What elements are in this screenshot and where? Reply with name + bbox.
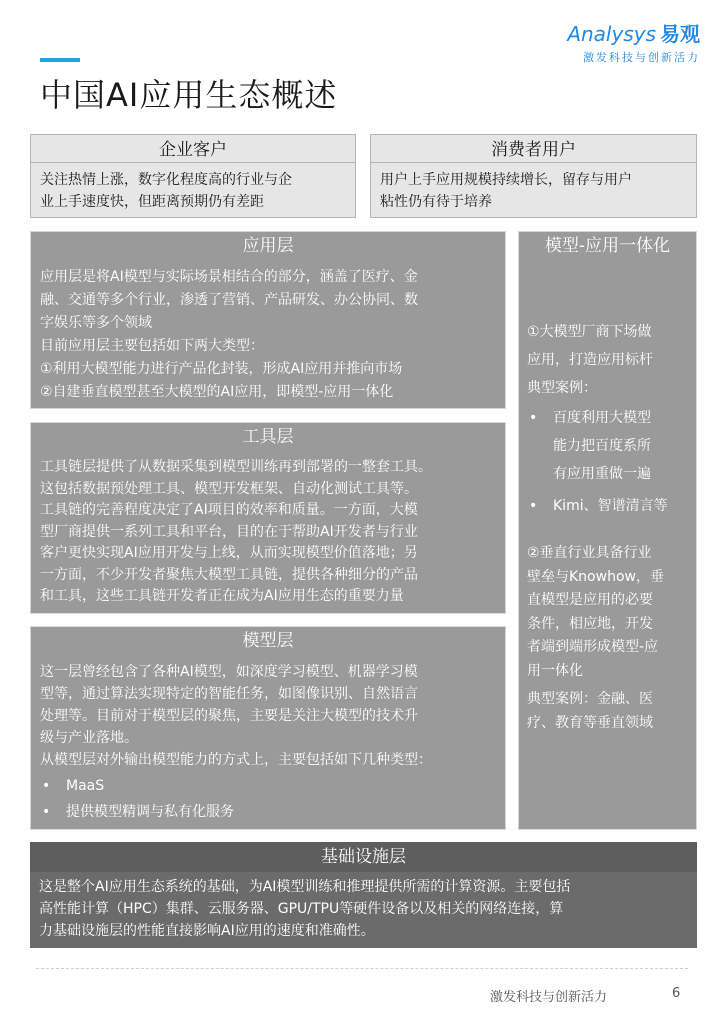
model-layer-box xyxy=(30,626,506,830)
text-line: 工具链的完善程度决定了AI项目的效率和质量。一方面，大模 xyxy=(40,502,418,518)
integration-cases xyxy=(527,687,688,735)
integration-part2 xyxy=(527,542,688,683)
text-line: 疗、教育等垂直领域 xyxy=(527,715,653,731)
text-line: 处理等。目前对于模型层的聚焦，主要是关注大模型的技术升 xyxy=(40,708,418,724)
text-line: 从模型层对外输出模型能力的方式上，主要包括如下几种类型： xyxy=(40,752,432,768)
text-line: 型等，通过算法实现特定的智能任务，如图像识别、自然语言 xyxy=(40,686,418,702)
model-layer-body xyxy=(31,653,505,823)
text-line: 客户更快实现AI应用开发与上线，从而实现模型价值落地；另 xyxy=(40,545,418,561)
consumer-title: 消费者用户 xyxy=(491,140,576,160)
logo-tagline: 激发科技与创新活力 xyxy=(583,51,700,64)
text-line: 者端到端形成模型-应 xyxy=(527,639,659,655)
integration-body xyxy=(519,318,696,735)
integration-title: 模型-应用一体化 xyxy=(544,236,671,256)
text-line: 级与产业落地。 xyxy=(40,730,138,746)
text-line: 一方面，不少开发者聚焦大模型工具链，提供各种细分的产品 xyxy=(40,566,418,583)
model-layer-title: 模型层 xyxy=(242,631,294,651)
bullet-item: • MaaS xyxy=(40,775,496,797)
tool-layer-box xyxy=(30,422,506,614)
text-line: ②垂直行业具备行业 xyxy=(527,545,652,561)
text-line: ①大模型厂商下场做 xyxy=(527,324,652,340)
text-line: ①利用大模型能力进行产品化封装，形成AI应用并推向市场 xyxy=(40,361,403,377)
text-line: 粘性仍有待于培养 xyxy=(380,194,492,210)
model-app-integration-box xyxy=(518,231,697,830)
text-line: 典型案例：金融、医 xyxy=(527,691,653,707)
logo-cn: 易观 xyxy=(660,22,700,46)
text-line: 力基础设施层的性能直接影响AI应用的速度和准确性。 xyxy=(39,923,375,939)
page-number: 6 xyxy=(672,986,681,1001)
text-line: 型厂商提供一系列工具和平台，目的在于帮助AI开发者与行业 xyxy=(40,523,418,540)
text-line: 融、交通等多个行业，渗透了营销、产品研发、办公协同、数 xyxy=(40,292,418,308)
text-line: 有应用重做一遍 xyxy=(553,466,651,482)
text-line: ②自建垂直模型甚至大模型的AI应用，即模型-应用一体化 xyxy=(40,384,394,400)
text-line: 工具链层提供了从数据采集到模型训练再到部署的一整套工具。 xyxy=(40,459,432,475)
tool-layer-title: 工具层 xyxy=(242,427,294,447)
footer-tagline: 激发科技与创新活力 xyxy=(490,990,608,1005)
bullet-item xyxy=(527,492,688,520)
text-line: 这是整个AI应用生态系统的基础，为AI模型训练和推理提供所需的计算资源。主要包括 xyxy=(39,879,571,895)
infrastructure-body xyxy=(30,872,697,942)
text-line: 直模型是应用的必要 xyxy=(527,592,653,608)
application-layer-title: 应用层 xyxy=(242,236,294,256)
title-accent-bar xyxy=(40,58,80,62)
bullet-item: • 提供模型精调与私有化服务 xyxy=(40,801,496,823)
consumer-body xyxy=(371,163,696,213)
text-line: • 百度利用大模型 xyxy=(553,410,651,426)
text-line: 能力把百度系所 xyxy=(553,438,651,454)
text-line: 用一体化 xyxy=(527,662,583,679)
bullet-item xyxy=(527,404,688,488)
consumer-users-box xyxy=(370,134,697,218)
text-line: 关注热情上涨，数字化程度高的行业与企 xyxy=(40,172,292,188)
footer-divider xyxy=(36,968,688,969)
text-line: 高性能计算（HPC）集群、云服务器、GPU/TPU等硬件设备以及相关的网络连接，算 xyxy=(39,901,564,917)
text-line: 典型案例： xyxy=(527,380,597,396)
text-line: 应用层是将AI模型与实际场景相结合的部分，涵盖了医疗、金 xyxy=(40,269,418,285)
text-line: 应用，打造应用标杆 xyxy=(527,352,653,368)
text-line: 用户上手应用规模持续增长，留存与用户 xyxy=(380,172,632,188)
page-title: 中国AI应用生态概述 xyxy=(40,76,338,114)
enterprise-body xyxy=(31,163,355,213)
text-line: 这包括数据预处理工具、模型开发框架、自动化测试工具等。 xyxy=(40,480,418,497)
analysys-logo xyxy=(567,18,700,65)
text-line: 目前应用层主要包括如下两大类型： xyxy=(40,338,264,354)
application-layer-body xyxy=(31,258,505,404)
text-line: 和工具，这些工具链开发者正在成为AI应用生态的重要力量 xyxy=(40,588,404,604)
text-line: 壁垒与Knowhow，垂 xyxy=(527,568,664,585)
text-line: 这一层曾经包含了各种AI模型，如深度学习模型、机器学习模 xyxy=(40,664,418,680)
logo-text: Analysys xyxy=(567,22,656,46)
enterprise-customers-box xyxy=(30,134,356,218)
application-layer-box xyxy=(30,231,506,409)
infrastructure-title: 基础设施层 xyxy=(30,842,697,872)
tool-layer-body xyxy=(31,449,505,608)
text-line: • Kimi、智谱清言等 xyxy=(553,498,668,514)
enterprise-title: 企业客户 xyxy=(159,140,227,160)
text-line: 条件，相应地，开发 xyxy=(527,615,653,632)
text-line: 业上手速度快，但距离预期仍有差距 xyxy=(40,194,264,210)
text-line: 字娱乐等多个领域 xyxy=(40,315,152,331)
infrastructure-layer-box xyxy=(30,842,697,948)
